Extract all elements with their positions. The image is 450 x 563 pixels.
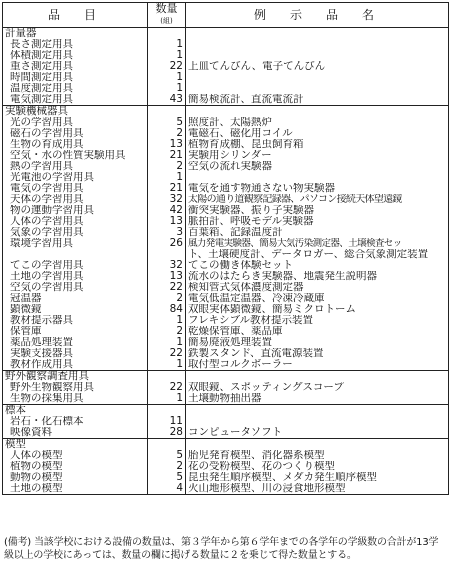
item-name: 環境学習用具 xyxy=(3,238,148,249)
item-name: 重さ測定用具 xyxy=(3,61,148,72)
item-example: フレキシブル教材提示装置 xyxy=(188,315,314,326)
item-qty: 1 xyxy=(148,337,186,348)
item-qty: 1 xyxy=(148,50,186,61)
item-qty xyxy=(148,106,186,118)
item-name: 長さ測定用具 xyxy=(3,39,148,50)
item-example: 胎児発育模型、消化器系模型 xyxy=(188,450,325,461)
item-row xyxy=(3,359,449,371)
item-example xyxy=(186,439,449,451)
header-qty-unit: (組) xyxy=(160,17,173,25)
item-example xyxy=(186,28,449,40)
item-row xyxy=(3,39,449,50)
item-name: 実験支援器具 xyxy=(3,348,148,359)
item-qty: 2 xyxy=(148,293,186,304)
item-qty: 22 xyxy=(148,382,186,393)
item-name: 光の学習用具 xyxy=(3,117,148,128)
item-qty: 22 xyxy=(148,348,186,359)
item-row xyxy=(3,393,449,405)
item-name: 岩石・化石標本 xyxy=(3,416,148,427)
item-example xyxy=(186,172,449,183)
item-row xyxy=(3,416,449,427)
header-item: 品 目 xyxy=(3,3,148,28)
item-example: 電気低温定温器、冷凍冷蔵庫 xyxy=(188,293,325,304)
item-qty: 1 xyxy=(148,39,186,50)
item-name: 冠温器 xyxy=(3,293,148,304)
item-qty: 42 xyxy=(148,205,186,216)
item-qty: 13 xyxy=(148,216,186,227)
item-name: 映像資料 xyxy=(3,427,148,439)
item-qty: 5 xyxy=(148,472,186,483)
item-example xyxy=(186,50,449,61)
item-name: 薬品処理装置 xyxy=(3,337,148,348)
item-row xyxy=(3,216,449,227)
item-example: 鉄製スタンド、直流電源装置 xyxy=(188,348,324,359)
item-row xyxy=(3,450,449,461)
item-row xyxy=(3,304,449,315)
item-row xyxy=(3,227,449,238)
item-name: 顕微鏡 xyxy=(3,304,148,315)
item-name: 空気・水の性質実験用具 xyxy=(3,150,148,161)
item-name: 生物の採集用具 xyxy=(3,393,148,405)
item-name: 空気の学習用具 xyxy=(3,282,148,293)
item-example xyxy=(186,39,449,50)
item-example: 花の受粉模型、花のつくり模型 xyxy=(188,461,335,472)
item-example: 土壌動物抽出器 xyxy=(186,393,449,405)
item-row xyxy=(3,337,449,348)
item-name: 模型 xyxy=(3,439,148,451)
item-name: 教材提示器具 xyxy=(3,315,148,326)
item-example: 取付型コルクボーラー xyxy=(186,359,449,371)
item-row xyxy=(3,150,449,161)
item-name: 標本 xyxy=(3,405,148,417)
item-row xyxy=(3,72,449,83)
item-qty: 13 xyxy=(148,271,186,282)
item-example: 昆虫発生順序模型、メダカ発生順序模型 xyxy=(188,472,377,483)
item-qty: 84 xyxy=(148,304,186,315)
item-row xyxy=(3,205,449,216)
equipment-table xyxy=(2,2,449,495)
item-row xyxy=(3,293,449,304)
item-row xyxy=(3,315,449,326)
item-qty xyxy=(148,371,186,383)
item-example: 脈拍計、呼吸モデル実験器 xyxy=(188,216,314,227)
item-row xyxy=(3,348,449,359)
item-example: コンピュータソフト xyxy=(186,427,449,439)
item-example: 流水のはたらき実験器、地震発生説明器 xyxy=(188,271,377,282)
item-name: 人体の模型 xyxy=(3,450,148,461)
header-qty xyxy=(148,3,186,28)
item-example xyxy=(186,416,449,427)
item-name: 野外観察調査用具 xyxy=(3,371,148,383)
item-qty: 21 xyxy=(148,183,186,194)
item-name: てこの学習用具 xyxy=(3,260,148,271)
item-qty: 5 xyxy=(148,117,186,128)
item-qty: 32 xyxy=(148,194,186,205)
item-qty: 22 xyxy=(148,61,186,72)
item-qty: 13 xyxy=(148,139,186,150)
item-row xyxy=(3,260,449,271)
item-example xyxy=(186,106,449,118)
footnote: (備考) 当該学校における設備の数量は、第３学年から第６学年までの各学年の学級数の合計が13学級以上の学校にあっては、数量の欄に掲げる数量に２を乗じて得た数量とする。 xyxy=(4,537,439,561)
item-qty: 3 xyxy=(148,227,186,238)
item-name: 実験機械器具 xyxy=(3,106,148,118)
item-qty xyxy=(148,249,186,260)
item-row xyxy=(3,128,449,139)
table-body xyxy=(3,28,449,495)
item-example: 簡易検流計、直流電流計 xyxy=(186,94,449,106)
item-example: 植物育成棚、昆虫飼育箱 xyxy=(188,139,304,150)
item-row xyxy=(3,427,449,439)
item-row xyxy=(3,461,449,472)
item-row xyxy=(3,94,449,106)
item-qty: 1 xyxy=(148,393,186,405)
item-row xyxy=(3,271,449,282)
item-qty: 2 xyxy=(148,161,186,172)
item-example: ト、土壌硬度計、データロガー、総合気象測定装置 xyxy=(188,249,429,260)
item-row xyxy=(3,183,449,194)
item-example: 風力発電実験器、簡易大気汚染測定器、土壌検査セッ xyxy=(188,238,402,249)
item-example: 電磁石、磁化用コイル xyxy=(188,128,293,139)
item-example: 実験用シリンダー xyxy=(188,150,272,161)
item-row xyxy=(3,382,449,393)
item-qty: 2 xyxy=(148,128,186,139)
item-example: 双眼鏡、スポッティングスコープ xyxy=(188,382,344,393)
item-name: 気象の学習用具 xyxy=(3,227,148,238)
item-name: 電気の学習用具 xyxy=(3,183,148,194)
item-qty: 1 xyxy=(148,359,186,371)
item-row xyxy=(3,483,449,495)
item-example: 検知管式気体濃度測定器 xyxy=(188,282,304,293)
item-row xyxy=(3,117,449,128)
header-qty-label: 数量 xyxy=(155,2,178,15)
item-example: 上皿てんびん、電子てんびん xyxy=(188,61,326,72)
item-qty: 2 xyxy=(148,461,186,472)
item-example: 空気の流れ実験器 xyxy=(188,161,272,172)
table-header xyxy=(3,3,449,28)
item-row xyxy=(3,83,449,94)
category-row xyxy=(3,405,449,417)
item-example: 百葉箱、記録温度計 xyxy=(188,227,283,238)
item-example xyxy=(186,72,449,83)
item-example: 簡易廃液処理装置 xyxy=(188,337,272,348)
item-row xyxy=(3,50,449,61)
item-qty: 32 xyxy=(148,260,186,271)
item-example: 電気を通す物通さない物実験器 xyxy=(188,183,335,194)
item-name: 磁石の学習用具 xyxy=(3,128,148,139)
item-name: 動物の模型 xyxy=(3,472,148,483)
item-row xyxy=(3,472,449,483)
item-example: 火山地形模型、川の浸食地形模型 xyxy=(186,483,449,495)
item-row xyxy=(3,249,449,260)
item-qty: 4 xyxy=(148,483,186,495)
category-row xyxy=(3,439,449,451)
item-name: 光電池の学習用具 xyxy=(3,172,148,183)
item-qty xyxy=(148,28,186,40)
item-row xyxy=(3,282,449,293)
item-example: 衝突実験器、振り子実験器 xyxy=(188,205,314,216)
item-name: 熱の学習用具 xyxy=(3,161,148,172)
item-qty xyxy=(148,405,186,417)
item-example xyxy=(186,405,449,417)
category-row xyxy=(3,371,449,383)
item-row xyxy=(3,61,449,72)
item-example: てこの働き体験セット xyxy=(188,260,293,271)
item-name: 電気測定用具 xyxy=(3,94,148,106)
item-name: 体積測定用具 xyxy=(3,50,148,61)
item-qty: 2 xyxy=(148,326,186,337)
item-example: 太陽の通り道観察記録器、パソコン接続天体望遠鏡 xyxy=(188,194,402,205)
item-name: 時間測定用具 xyxy=(3,72,148,83)
item-qty: 1 xyxy=(148,72,186,83)
item-qty xyxy=(148,439,186,451)
item-row xyxy=(3,194,449,205)
item-qty: 11 xyxy=(148,416,186,427)
item-example: 照度計、太陽熱炉 xyxy=(188,117,272,128)
item-qty: 5 xyxy=(148,450,186,461)
item-qty: 26 xyxy=(148,238,186,249)
item-example xyxy=(186,83,449,94)
item-qty: 1 xyxy=(148,315,186,326)
item-name: 温度測定用具 xyxy=(3,83,148,94)
item-name: 土地の模型 xyxy=(3,483,148,495)
item-example xyxy=(186,371,449,383)
item-qty: 43 xyxy=(148,94,186,106)
item-qty: 1 xyxy=(148,172,186,183)
item-row xyxy=(3,139,449,150)
item-name: 教材作成用具 xyxy=(3,359,148,371)
item-example: 乾燥保管庫、薬品庫 xyxy=(188,326,283,337)
item-name: 計量器 xyxy=(3,28,148,40)
item-row xyxy=(3,238,449,249)
item-name: 保管庫 xyxy=(3,326,148,337)
item-name: 天体の学習用具 xyxy=(3,194,148,205)
item-name: 物の運動学習用具 xyxy=(3,205,148,216)
item-qty: 22 xyxy=(148,282,186,293)
item-name: 野外生物観察用具 xyxy=(3,382,148,393)
item-example: 双眼実体顕微鏡、簡易ミクロトーム xyxy=(188,304,356,315)
item-name: 人体の学習用具 xyxy=(3,216,148,227)
item-row xyxy=(3,161,449,172)
item-row xyxy=(3,172,449,183)
category-row xyxy=(3,28,449,40)
header-example: 例 示 品 名 xyxy=(186,3,449,28)
item-name xyxy=(3,249,148,260)
item-qty: 21 xyxy=(148,150,186,161)
item-name: 植物の模型 xyxy=(3,461,148,472)
item-name: 土地の学習用具 xyxy=(3,271,148,282)
category-row xyxy=(3,106,449,118)
item-row xyxy=(3,326,449,337)
item-qty: 28 xyxy=(148,427,186,439)
item-name: 生物の育成用具 xyxy=(3,139,148,150)
item-qty: 1 xyxy=(148,83,186,94)
